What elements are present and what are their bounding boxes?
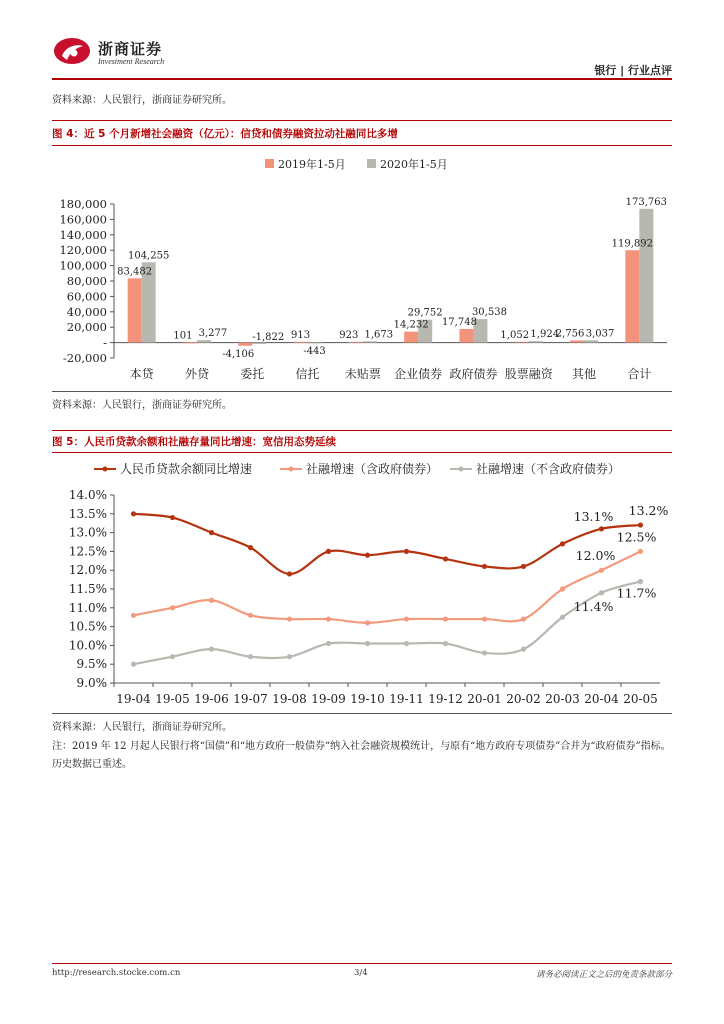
figure4-title: 图 4：近 5 个月新增社会融资（亿元）：信贷和债券融资拉动社融同比多增 [52,128,398,140]
legend-label-0: 人民币贷款余额同比增速 [120,462,253,476]
legend-swatch-1 [367,159,376,168]
x-tick-label: 股票融资 [504,367,553,381]
y-tick-label: 180,000 [59,197,107,211]
x-tick-label: 未贴票 [344,367,381,381]
y-tick-label: 120,000 [59,243,107,258]
y-tick-label: 13.5% [68,506,107,521]
x-tick-label: 政府债券 [449,367,498,381]
point-0-2 [209,530,214,535]
y-tick-label: 10.0% [68,638,107,653]
figure4-legend [265,157,448,171]
point-1-8 [443,616,448,621]
legend-marker-2 [459,467,464,472]
point-1-9 [482,616,487,621]
footer-rule [52,963,672,964]
figure5-title-rule [52,452,672,453]
data-label-0-5: 14,232 [393,319,429,331]
data-label-1-4: 1,673 [364,329,394,341]
x-tick-label: 19-12 [428,692,463,706]
top-source: 资料来源：人民银行，浙商证券研究所。 [52,95,232,106]
figure5-chart [52,455,672,710]
y-tick-label: 80,000 [66,274,107,288]
point-0-10 [521,564,526,569]
y-tick-label: 9.5% [76,657,107,672]
company-logo [52,36,92,66]
x-tick-label: 信托 [295,367,320,381]
bar-0-0 [128,278,142,342]
y-tick-label: 12.5% [68,544,107,559]
point-0-3 [248,545,253,550]
point-1-12 [599,568,604,573]
annotation-1-13: 12.5% [616,529,657,545]
point-2-11 [560,615,565,620]
y-tick-label: 13.0% [68,525,107,540]
y-tick-label: 40,000 [66,304,107,319]
bar-0-3 [294,342,308,343]
report-type: 银行 | 行业点评 [594,64,672,77]
point-1-0 [131,613,136,618]
annotation-0-12: 13.1% [573,508,614,524]
point-1-6 [365,620,370,625]
point-0-11 [560,541,565,546]
legend-label-0: 2019年1-5月 [278,158,346,171]
x-tick-label: 外贷 [184,367,209,381]
bar-0-9 [625,250,639,342]
data-label-0-3: 913 [291,329,311,341]
annotation-1-12: 12.0% [575,548,616,564]
y-tick-label: 11.0% [68,600,107,615]
y-tick-label: 9.0% [76,676,107,690]
data-label-1-6: 30,538 [471,307,507,319]
footer-page-number: 3/4 [354,968,368,978]
figure5-top-rule [52,430,672,431]
point-2-13 [638,579,643,584]
x-tick-label: 19-09 [311,692,346,706]
point-2-12 [599,590,604,595]
y-tick-label: 10.5% [68,619,107,634]
x-tick-label: 20-02 [506,692,541,706]
annotation-2-13: 11.7% [616,585,657,601]
y-tick-label: 160,000 [59,212,107,227]
legend-label-2: 社融增速（不含政府债券） [476,462,621,476]
y-tick-label: 12.0% [68,563,107,578]
y-tick-label: 140,000 [59,227,107,242]
point-2-7 [404,641,409,646]
y-tick-label: 60,000 [66,289,107,304]
bar-0-2 [238,343,252,346]
data-label-1-1: 3,277 [198,328,228,340]
x-tick-label: 19-04 [116,692,151,706]
data-label-0-6: 17,748 [441,316,477,328]
brand-subtitle: Investment Research [98,57,165,66]
bar-0-7 [515,342,529,343]
point-2-0 [131,662,136,667]
point-0-8 [443,556,448,561]
figure4-source: 资料来源：人民银行，浙商证券研究所。 [52,400,232,411]
series-line-2 [134,581,641,664]
bar-0-6 [459,329,473,343]
x-tick-label: 20-01 [467,692,502,706]
y-tick-label: 100,000 [59,258,107,273]
point-0-9 [482,564,487,569]
point-1-5 [326,616,331,621]
point-2-1 [170,654,175,659]
x-tick-label: 19-11 [389,692,424,706]
data-label-1-8: 3,037 [585,328,615,340]
bar-0-4 [349,342,363,343]
point-0-6 [365,553,370,558]
legend-label-1: 2020年1-5月 [380,158,448,171]
data-label-0-2: -4,106 [222,348,255,360]
y-tick-label: 20,000 [66,320,107,335]
point-0-12 [599,526,604,531]
point-0-13 [638,522,643,527]
point-0-5 [326,549,331,554]
x-tick-label: 19-07 [233,692,268,706]
header-rule [52,78,672,80]
footer-disclaimer: 请务必阅读正文之后的免责条款部分 [535,970,672,980]
figure4-data-labels [117,197,667,360]
point-1-7 [404,616,409,621]
point-2-9 [482,650,487,655]
point-2-2 [209,647,214,652]
bar-1-7 [529,341,543,342]
figure4-bars [128,209,654,346]
bar-1-3 [308,343,322,344]
point-1-2 [209,598,214,603]
data-label-0-1: 101 [173,330,193,342]
point-2-3 [248,654,253,659]
point-2-10 [521,647,526,652]
data-label-1-9: 173,763 [625,196,668,208]
point-1-13 [638,549,643,554]
legend-marker-1 [289,467,294,472]
bar-0-8 [570,340,584,342]
data-label-0-4: 923 [339,329,359,341]
data-label-0-0: 83,482 [117,266,153,278]
y-tick-label: 14.0% [68,488,107,502]
legend-marker-0 [103,467,108,472]
data-label-0-7: 1,052 [500,329,530,341]
brand-name: 浙商证券 [98,40,163,58]
figure5-bottom-rule [52,713,672,714]
point-2-5 [326,641,331,646]
x-tick-label: 合计 [627,367,652,381]
y-tick-label: 11.5% [68,582,107,596]
bar-0-1 [183,343,197,344]
figure5-annotations [574,503,669,614]
point-0-0 [131,511,136,516]
point-0-4 [287,571,292,576]
x-tick-label: 19-06 [194,692,229,706]
legend-swatch-0 [265,159,274,168]
data-label-1-5: 29,752 [407,307,443,319]
annotation-2-12: 11.4% [573,598,614,614]
figure5-source: 资料来源：人民银行，浙商证券研究所。 [52,722,232,733]
footer-url[interactable]: http://research.stocke.com.cn [52,968,181,978]
y-tick-label: -20,000 [62,351,107,365]
point-2-8 [443,641,448,646]
annotation-0-13: 13.2% [628,503,669,519]
figure5-legend [94,461,620,476]
point-1-3 [248,613,253,618]
y-tick-label: - [103,335,107,350]
figure4-bottom-rule [52,391,672,392]
data-label-1-0: 104,255 [127,250,170,262]
bar-0-5 [404,332,418,343]
x-tick-label: 本贷 [129,367,154,381]
figure5-axis [69,488,660,706]
figure5-title: 图 5：人民币贷款余额和社融存量同比增速：宽信用态势延续 [52,436,336,448]
figure4-top-rule [52,120,672,121]
point-1-4 [287,616,292,621]
figure4-title-rule [52,145,672,146]
figure5-lines [131,508,643,667]
bar-1-4 [363,341,377,342]
legend-label-1: 社融增速（含政府债券） [306,462,439,476]
series-line-1 [134,551,641,622]
point-0-7 [404,549,409,554]
x-tick-label: 19-05 [155,692,190,706]
point-1-11 [560,586,565,591]
figure5-note: 注：2019 年 12 月起人民银行将“国债”和“地方政府一般债券”纳入社会融资规模统计，与原有“地方政府专项债券”合并为“政府债券”指标。历史数据已重述。 [52,741,671,770]
data-label-0-8: 2,756 [555,328,585,340]
data-label-1-7: 1,924 [530,329,560,341]
x-tick-label: 19-08 [272,692,307,706]
data-label-0-9: 119,892 [611,238,654,250]
bar-1-8 [584,340,598,342]
x-tick-label: 委托 [240,367,265,381]
point-0-1 [170,515,175,520]
data-label-1-2: -1,822 [252,332,285,344]
data-label-1-3: -443 [303,345,326,357]
figure4-chart [52,148,672,388]
x-tick-label: 20-05 [623,692,658,706]
point-1-10 [521,616,526,621]
x-tick-label: 20-03 [545,692,580,706]
bar-1-1 [197,340,211,343]
bar-1-9 [639,209,653,343]
point-2-4 [287,654,292,659]
x-tick-label: 20-04 [584,692,619,706]
x-tick-label: 企业债券 [394,367,443,381]
x-tick-label: 其他 [572,367,597,381]
x-tick-label: 19-10 [350,692,385,706]
point-1-1 [170,605,175,610]
point-2-6 [365,641,370,646]
